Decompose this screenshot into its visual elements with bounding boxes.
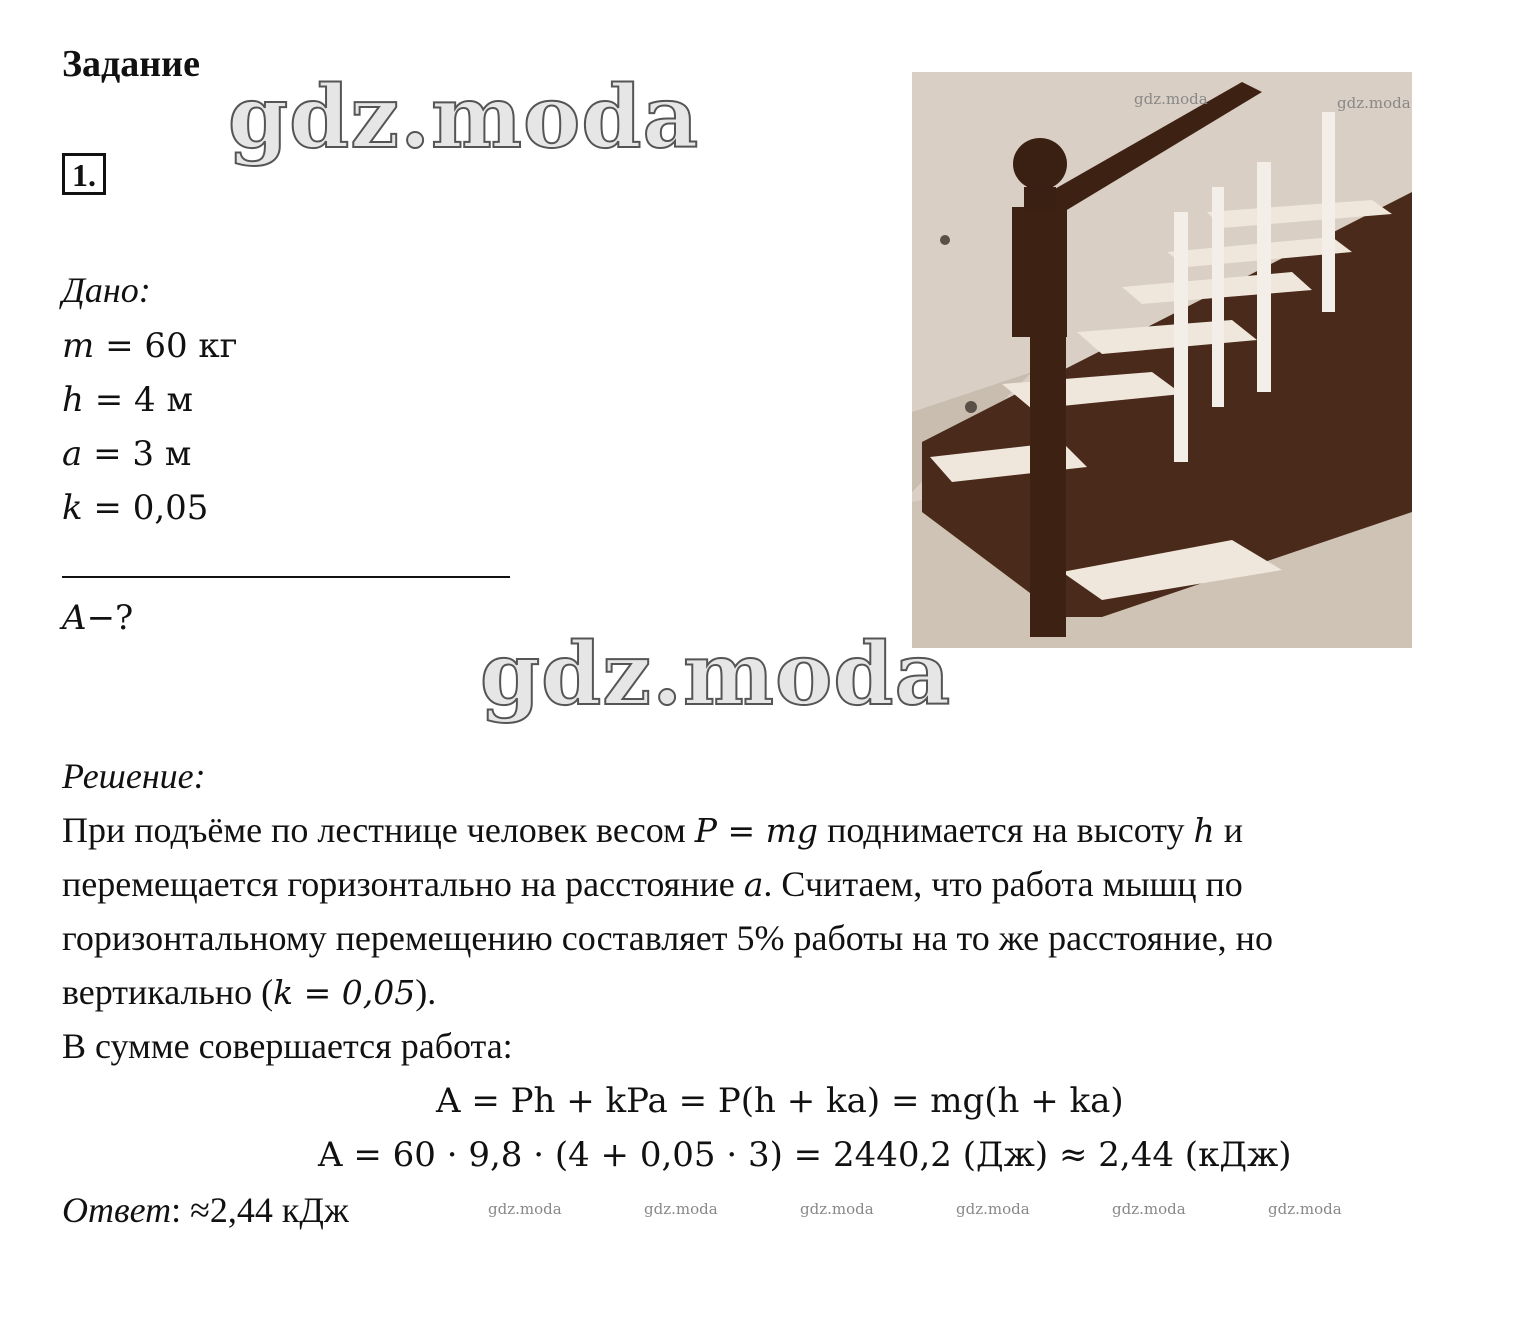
watermark-photo-2: gdz.moda [1337, 94, 1411, 112]
task-number-box: 1. [62, 153, 106, 195]
page-title: Задание [62, 43, 200, 85]
find-line [62, 598, 133, 638]
formula-work-numeric: A = 60 · 9,8 · (4 + 0,05 · 3) = 2440,2 (Дж) ≈ 2,44 (кДж) [318, 1135, 1292, 1175]
answer-colon: : [171, 1190, 182, 1230]
solution-text-1c: и [1214, 810, 1244, 850]
watermark-small-5: gdz.moda [1112, 1200, 1186, 1218]
given-coefficient-value: = 0,05 [93, 488, 209, 528]
watermark-big-middle: gdz.moda [480, 624, 952, 725]
var-h: h [62, 380, 84, 420]
watermark-small-1: gdz.moda [488, 1200, 562, 1218]
solution-line-5: В сумме совершается работа: [62, 1026, 513, 1066]
var-m: m [62, 326, 95, 366]
given-divider [62, 576, 510, 578]
watermark-photo-1: gdz.moda [1134, 90, 1208, 108]
var-h-inline: h [1193, 811, 1215, 850]
answer-line [62, 1192, 349, 1228]
baluster-1 [1174, 212, 1188, 462]
solution-text-2a: перемещается горизонтально на расстояние [62, 864, 744, 904]
solution-label: Решение: [62, 756, 206, 796]
solution-text-2b: . Считаем, что работа мышц по [763, 864, 1243, 904]
var-a: a [62, 434, 83, 474]
newel-post-cap [1013, 138, 1067, 190]
baluster-2 [1257, 162, 1271, 392]
solution-line-3: горизонтальному перемещению составляет 5% работы на то же расстояние, но [62, 918, 1273, 958]
solution-line-1 [62, 812, 1243, 848]
staircase-illustration [912, 72, 1412, 648]
given-distance-value: = 3 м [93, 434, 192, 474]
formula-weight: P = mg [694, 811, 819, 850]
find-question: −? [86, 598, 134, 638]
given-height-value: = 4 м [94, 380, 193, 420]
solution-text-4b: ). [415, 972, 437, 1012]
answer-label: Ответ [62, 1190, 172, 1230]
formula-k: k = 0,05 [273, 973, 416, 1012]
var-a-inline: a [743, 865, 764, 904]
solution-line-4 [62, 974, 436, 1010]
var-A: A [62, 598, 87, 638]
newel-post-top [1012, 207, 1067, 337]
staircase-photo [912, 72, 1412, 648]
watermark-small-3: gdz.moda [800, 1200, 874, 1218]
solution-line-2 [62, 866, 1243, 902]
given-line-height [62, 380, 193, 420]
answer-value: ≈2,44 кДж [181, 1190, 349, 1230]
given-line-coefficient [62, 488, 208, 528]
solution-text-4a: вертикально ( [62, 972, 274, 1012]
given-label: Дано: [62, 270, 151, 310]
watermark-small-2: gdz.moda [644, 1200, 718, 1218]
given-line-mass [62, 326, 238, 366]
watermark-small-6: gdz.moda [1268, 1200, 1342, 1218]
newel-post-shaft [1030, 337, 1066, 637]
wall-light [965, 401, 977, 413]
solution-text-1b: поднимается на высоту [818, 810, 1194, 850]
watermark-big-top: gdz.moda [228, 67, 700, 168]
given-line-distance [62, 434, 191, 474]
given-mass-value: = 60 кг [105, 326, 238, 366]
formula-work-general: A = Ph + kPa = P(h + ka) = mg(h + ka) [436, 1081, 1124, 1121]
watermark-small-4: gdz.moda [956, 1200, 1030, 1218]
solution-text-1a: При подъёме по лестнице человек весом [62, 810, 695, 850]
baluster-4 [1212, 187, 1224, 407]
baluster-3 [1322, 112, 1335, 312]
newel-post-neck [1024, 187, 1056, 209]
var-k: k [62, 488, 83, 528]
wall-socket [940, 235, 950, 245]
